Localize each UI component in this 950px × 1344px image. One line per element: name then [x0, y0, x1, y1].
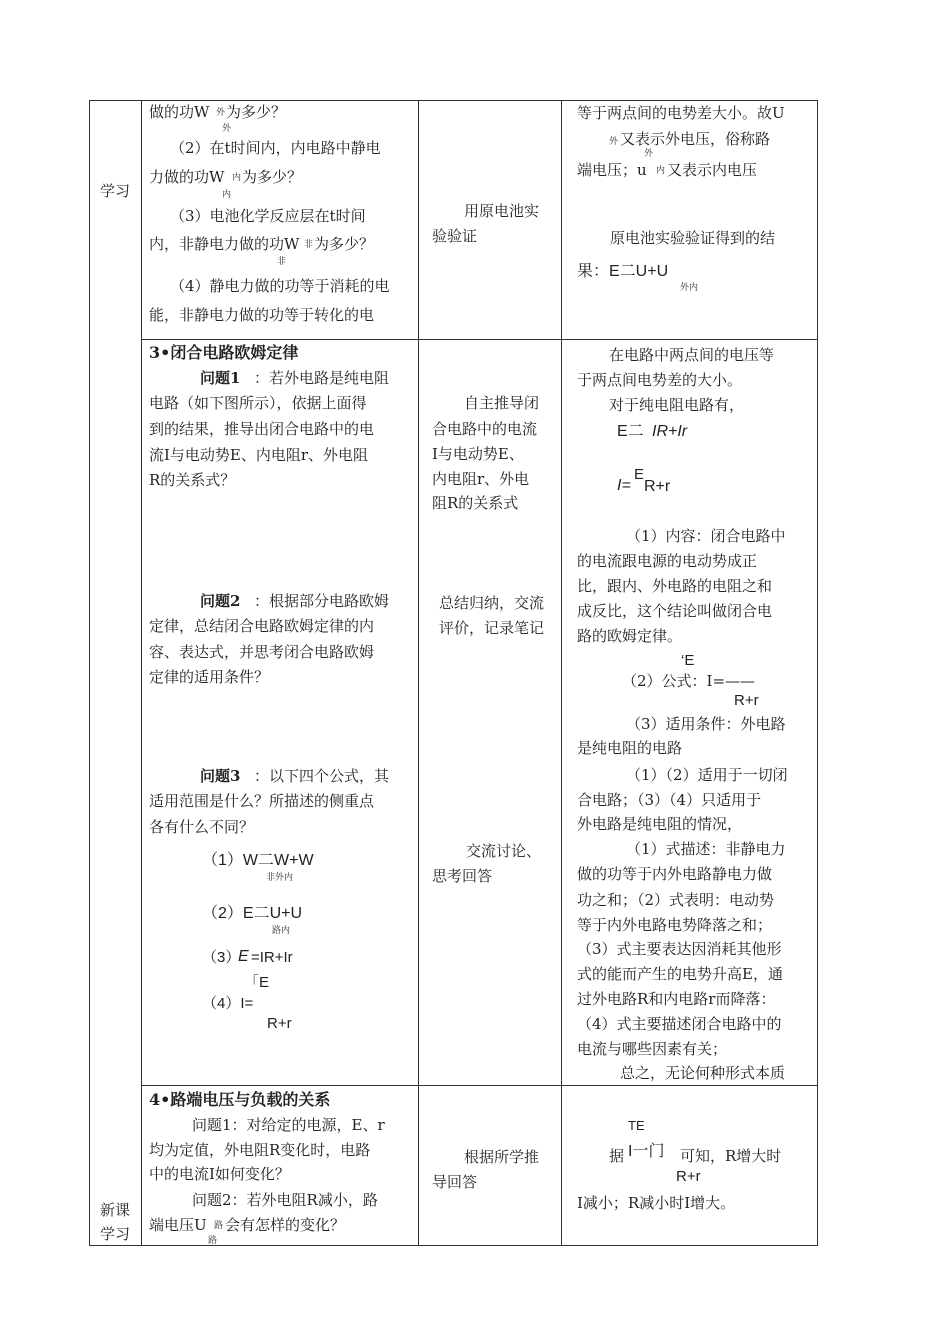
formula-2: （2）E二U+U: [202, 905, 303, 922]
subscript: 非外内: [266, 873, 294, 883]
subscript: 非: [277, 257, 287, 267]
question-line: 为多少？: [242, 168, 303, 186]
activity-line: 内电阻r、外电: [432, 470, 530, 488]
content-line: 合电路；（3）（4）只适用于: [577, 791, 762, 809]
content-line: （3）适用条件：外电路: [626, 715, 786, 733]
activity-line: 根据所学推: [464, 1148, 540, 1166]
activity-line: 自主推导闭: [464, 394, 540, 412]
content-line: 功之和；（2）式表明：电动势: [577, 891, 775, 909]
equation-1-rhs: IR+Ir: [652, 423, 688, 440]
section-heading: 3•闭合电路欧姆定律: [149, 343, 299, 362]
column-divider-2: [418, 100, 419, 1246]
formula-denominator: R+r: [734, 692, 759, 709]
activity-line: 交流讨论、: [466, 842, 542, 860]
question-line: 为多少？: [314, 235, 375, 253]
subscript: 路: [208, 1236, 218, 1246]
question-line: 定律的适用条件？: [149, 668, 270, 686]
question-line: 做的功W: [149, 103, 210, 121]
question-line: （3）电池化学反应层在t时间: [170, 207, 366, 225]
question-line: R的关系式？: [149, 471, 236, 489]
content-line: 过外电路R和内电路r而降落：: [577, 990, 776, 1008]
subscript: 外: [644, 149, 654, 159]
activity-line: 阻R的关系式: [432, 494, 519, 512]
content-line: （1）（2）适用于一切闭: [626, 766, 788, 784]
content-line: 原电池实验验证得到的结: [610, 229, 776, 247]
activity-line: 总结归纳，交流: [439, 594, 545, 612]
row-divider-1: [141, 339, 818, 340]
question-label: 问题2: [200, 592, 241, 610]
content-line: （1）内容：闭合电路中: [626, 527, 786, 545]
content-line: 是纯电阻的电路: [577, 739, 683, 757]
content-line: I减小；R减小时I增大。: [577, 1194, 736, 1212]
content-line: （3）式主要表达因消耗其他形: [577, 940, 782, 958]
question-line: ：根据部分电路欧姆: [254, 592, 390, 610]
subscript: 非: [304, 240, 314, 250]
content-line: 又表示外电压，俗称路: [620, 130, 771, 148]
row-divider-2: [141, 1085, 818, 1086]
question-line: 力做的功W: [149, 168, 225, 186]
content-line: 总之，无论何种形式本质: [620, 1064, 786, 1082]
activity-line: 思考回答: [432, 867, 493, 885]
table-border-left: [89, 100, 90, 1246]
content-line: 电流与哪些因素有关；: [577, 1040, 728, 1058]
content-line: 成反比，这个结论叫做闭合电: [577, 602, 773, 620]
subscript: 外: [222, 124, 232, 134]
activity-line: I与电动势E、: [432, 445, 524, 463]
activity-line: 验验证: [432, 227, 478, 245]
formula-denominator: R+r: [676, 1168, 701, 1185]
question-line: 定律，总结闭合电路欧姆定律的内: [149, 617, 375, 635]
content-line: 外电路是纯电阻的情况，: [577, 815, 743, 833]
question-line: 为多少？: [226, 103, 287, 121]
equation-1: E二: [617, 423, 644, 440]
content-line: 果：E二U+U: [577, 263, 669, 280]
content-line: 等于两点间的电势差大小。故U: [577, 104, 785, 122]
subscript: 内: [222, 190, 232, 200]
question-line: 到的结果，推导出闭合电路中的电: [149, 420, 375, 438]
content-line: 式的能而产生的电势升高E，通: [577, 965, 783, 983]
question-line: 问题2：若外电阻R减小，路: [192, 1191, 378, 1209]
content-line: 在电路中两点间的电压等: [609, 346, 775, 364]
equation-2-numerator: E: [634, 466, 645, 483]
formula-4-denominator: R+r: [267, 1015, 292, 1032]
content-line: 可知，R增大时: [680, 1147, 782, 1165]
content-line: 路的欧姆定律。: [577, 627, 683, 645]
question-line: 中的电流I如何变化？: [149, 1165, 290, 1183]
formula-4: （4）I=: [202, 995, 254, 1012]
question-line: ：以下四个公式，其: [254, 767, 390, 785]
content-line: 据: [609, 1147, 625, 1165]
content-line: 的电流跟电源的电动势成正: [577, 552, 758, 570]
question-line: ：若外电路是纯电阻: [254, 369, 390, 387]
content-line: （4）式主要描述闭合电路中的: [577, 1015, 782, 1033]
formula-1: （1）W二W+W: [202, 852, 314, 869]
activity-line: 合电路中的电流: [432, 420, 538, 438]
formula-numerator: TE: [628, 1118, 645, 1133]
content-line: 于两点间电势差的大小。: [577, 371, 743, 389]
content-line: 端电压；u: [577, 161, 647, 179]
column-divider-1: [141, 100, 142, 1246]
question-line: （4）静电力做的功等于消耗的电: [170, 277, 390, 295]
formula-line: I一门: [628, 1143, 665, 1160]
formula-line: （2）公式：I=——: [622, 672, 756, 690]
subscript: 路内: [272, 926, 291, 936]
question-line: 问题1：对给定的电源，E、r: [192, 1116, 385, 1134]
formula-3-symbol: E: [238, 948, 249, 965]
equation-2: I=: [617, 477, 631, 494]
content-line: 等于内外电路电势降落之和；: [577, 916, 773, 934]
formula-3-rest: =IR+Ir: [251, 949, 293, 966]
formula-3: （3）: [202, 949, 241, 966]
question-line: 电路（如下图所示），依据上面得: [149, 394, 367, 412]
activity-line: 导回答: [432, 1173, 478, 1191]
row-label-new-lesson: 学习: [100, 1225, 131, 1243]
subscript: 外内: [680, 283, 699, 293]
content-line: 比，跟内、外电路的电阻之和: [577, 577, 773, 595]
subscript: 路: [214, 1221, 224, 1231]
formula-4-numerator: 「E: [244, 974, 270, 991]
question-line: 容、表达式，并思考闭合电路欧姆: [149, 643, 375, 661]
content-line: 对于纯电阻电路有，: [609, 396, 745, 414]
question-line: （2）在t时间内，内电路中静电: [170, 139, 381, 157]
table-border-right: [817, 100, 818, 1246]
formula-numerator: ‘E: [681, 652, 695, 669]
subscript: 内: [656, 166, 666, 176]
subscript: 内: [232, 173, 242, 183]
row-label-study: 学习: [100, 182, 131, 200]
content-line: （1）式描述：非静电力: [626, 840, 786, 858]
activity-line: 用原电池实: [464, 202, 540, 220]
table-border-bottom: [89, 1245, 818, 1246]
row-label-new-lesson: 新课: [100, 1201, 131, 1219]
content-line: 做的功等于内外电路静电力做: [577, 865, 773, 883]
activity-line: 评价，记录笔记: [439, 619, 545, 637]
equation-2-denominator: R+r: [644, 478, 671, 495]
question-label: 问题3: [200, 767, 241, 785]
content-line: 又表示内电压: [667, 161, 758, 179]
question-line: 内，非静电力做的功W: [149, 235, 300, 253]
question-line: 端电压U: [149, 1216, 207, 1234]
question-line: 流I与电动势E、内电阻r、外电阻: [149, 446, 369, 464]
question-line: 能，非静电力做的功等于转化的电: [149, 306, 375, 324]
question-line: 会有怎样的变化？: [225, 1216, 346, 1234]
subscript: 外: [216, 108, 226, 118]
question-line: 各有什么不同？: [149, 818, 255, 836]
section-heading: 4•路端电压与负载的关系: [149, 1090, 331, 1109]
subscript: 外: [609, 137, 619, 147]
question-line: 适用范围是什么？所描述的侧重点: [149, 792, 375, 810]
question-label: 问题1: [200, 369, 241, 387]
question-line: 均为定值，外电阻R变化时，电路: [149, 1141, 371, 1159]
column-divider-3: [561, 100, 562, 1246]
